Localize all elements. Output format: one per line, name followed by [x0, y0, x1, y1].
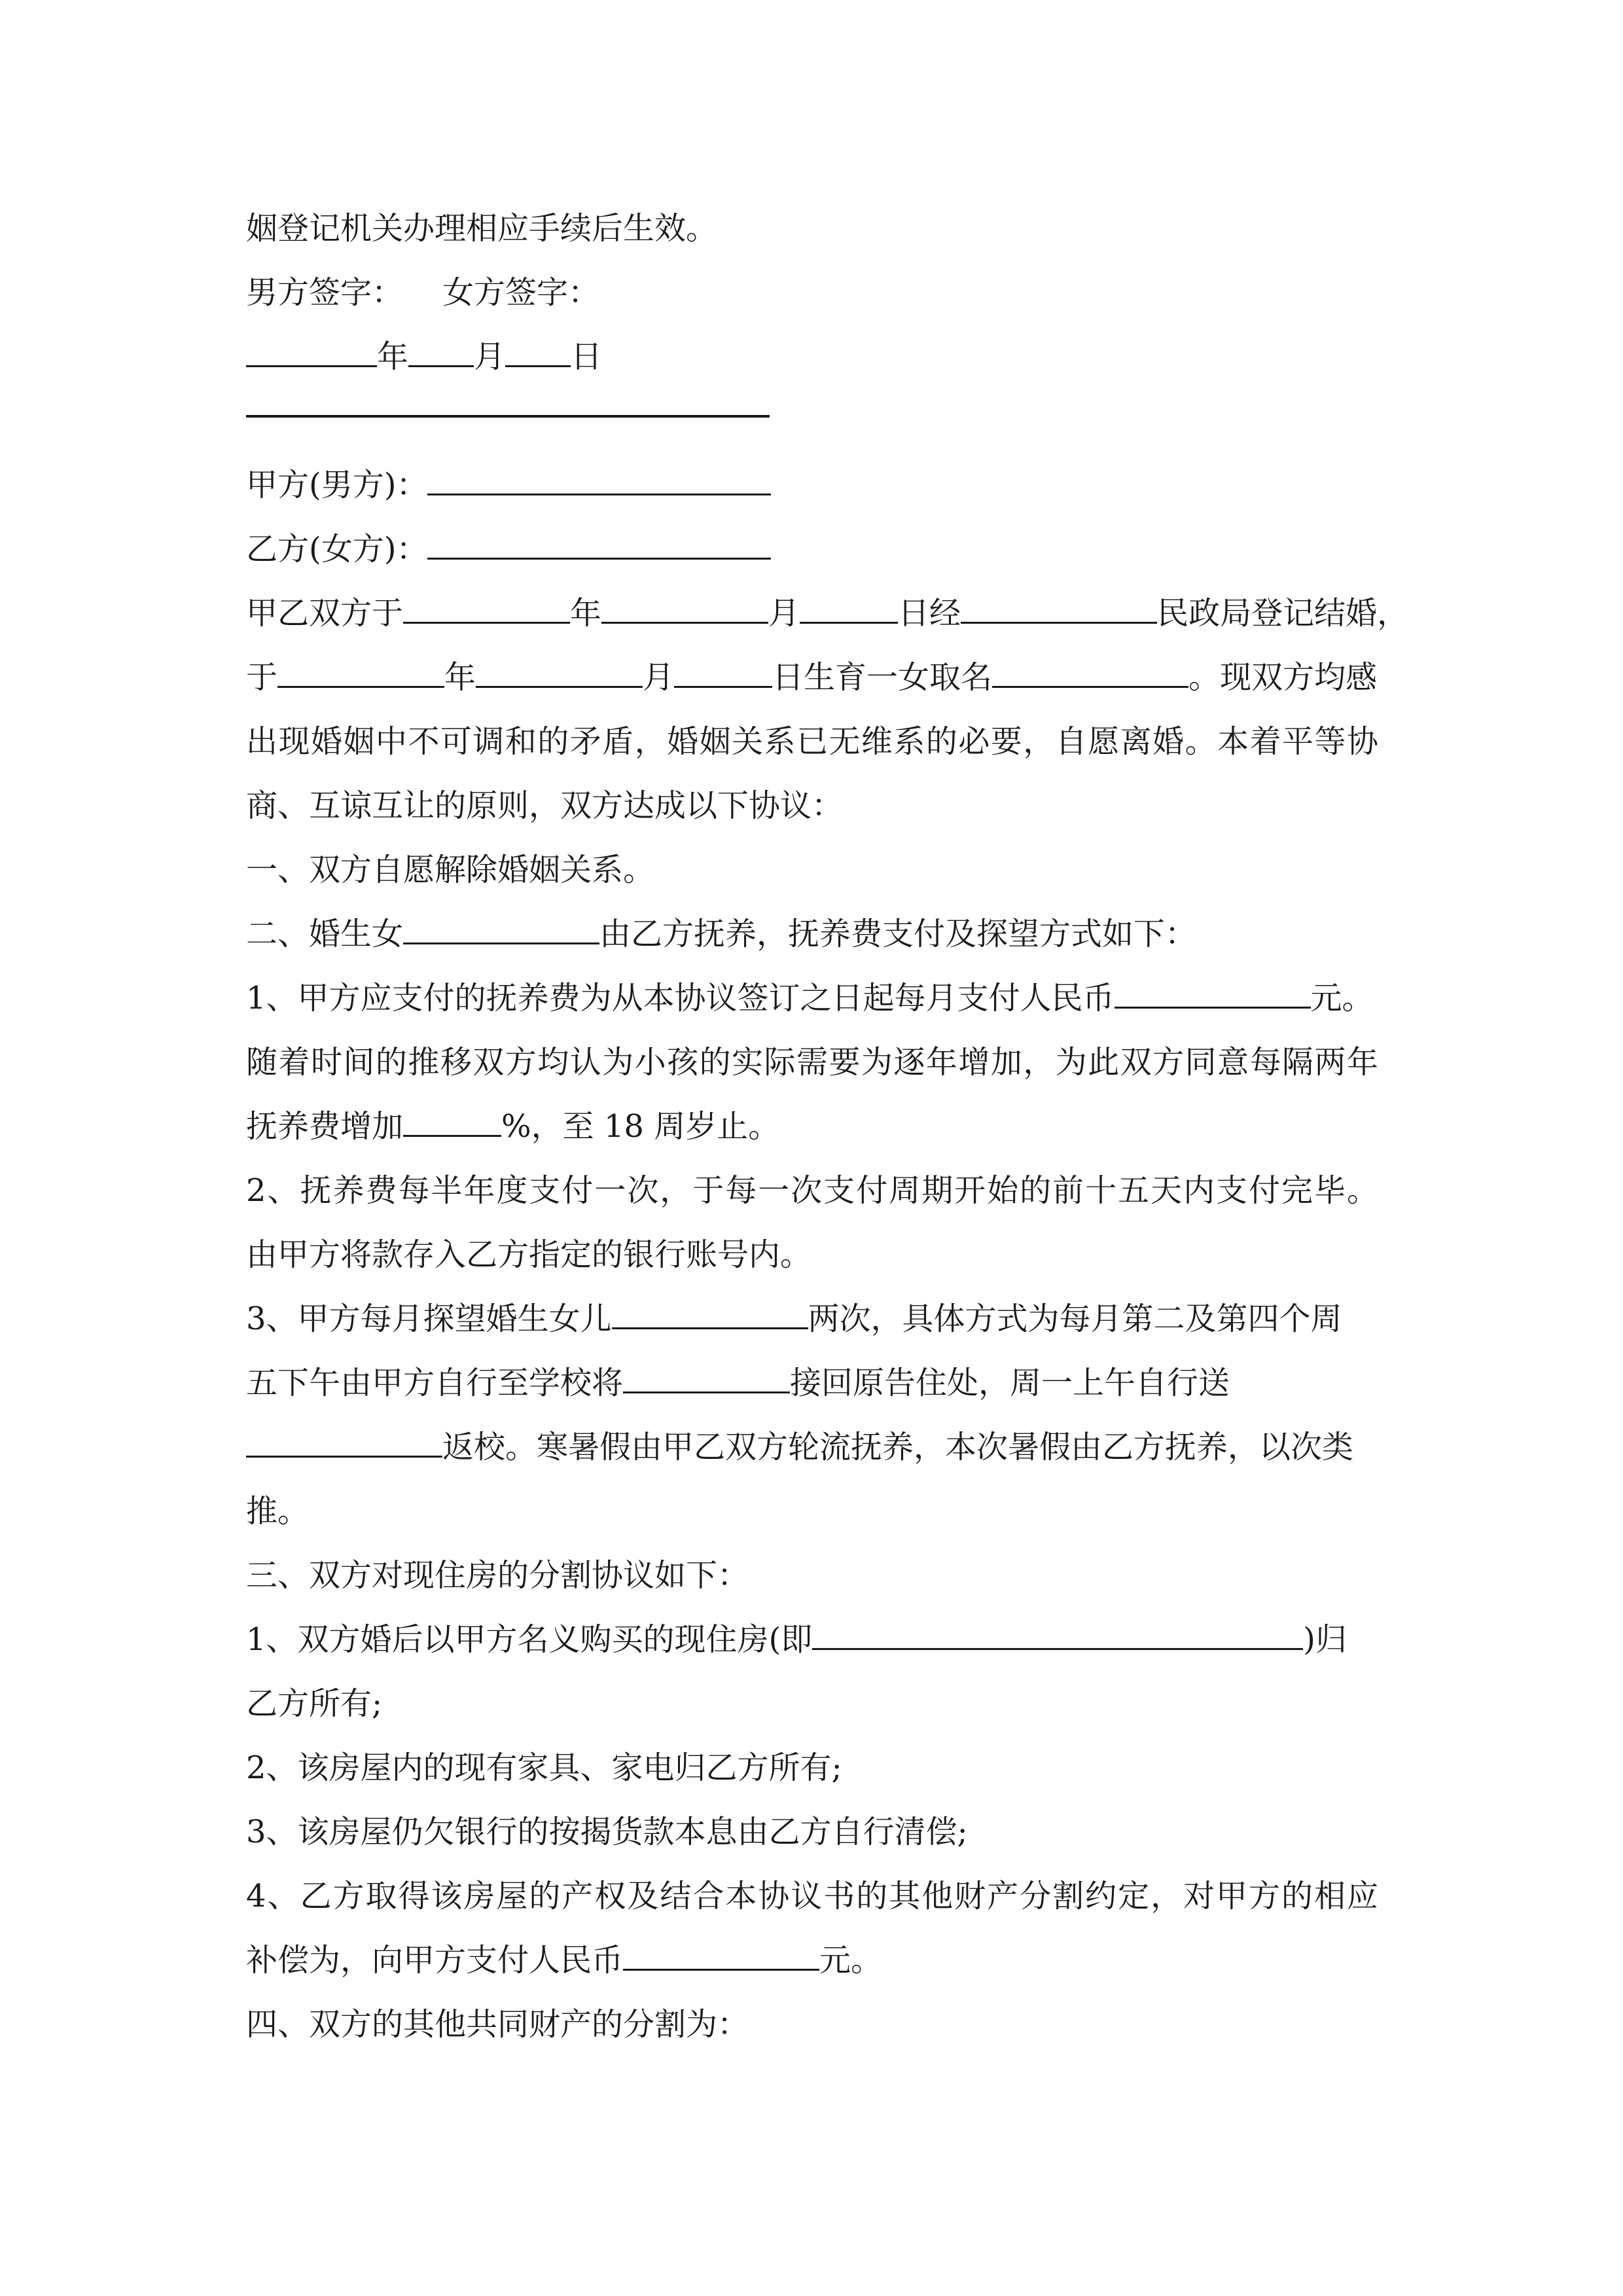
text-fragment: 返校。寒暑假由甲乙双方轮流抚养，本次暑假由乙方抚养，以次类	[442, 1429, 1354, 1465]
paragraph-text: 3、该房屋仍欠银行的按揭货款本息由乙方自行清偿;	[246, 1814, 968, 1850]
text-fragment: 1、双方婚后以甲方名义购买的现住房(即	[246, 1621, 813, 1658]
date-line	[246, 325, 1378, 389]
text-line	[246, 1030, 1378, 1094]
text-line	[246, 966, 1378, 1030]
text-line	[246, 774, 1378, 838]
party-b-line	[246, 517, 1378, 581]
text-fragment: 1、甲方应支付的抚养费为从本协议签订之日起每月支付人民币	[246, 980, 1115, 1016]
text-line	[246, 1864, 1378, 1928]
section-heading: 一、双方自愿解除婚姻关系。	[246, 852, 655, 888]
text-fragment: 由乙方抚养，抚养费支付及探望方式如下：	[599, 916, 1197, 952]
text-fragment: 甲乙双方于	[246, 595, 404, 632]
text-line	[246, 1800, 1378, 1864]
month-label: 月	[474, 338, 506, 375]
text-line	[246, 1351, 1378, 1415]
text-line	[246, 838, 1378, 902]
year-label: 年	[377, 338, 409, 375]
text-line	[246, 709, 1378, 774]
text-fragment: 3、甲方每月探望婚生女儿	[246, 1300, 612, 1337]
day-label: 日	[571, 338, 603, 375]
text-fragment: 接回原告住处，周一上午自行送	[790, 1365, 1230, 1401]
party-a-blank	[427, 457, 771, 495]
paragraph-text: 由甲方将款存入乙方指定的银行账号内。	[246, 1236, 812, 1273]
female-signature-label: 女方签字：	[442, 274, 600, 311]
blank-field	[403, 1098, 501, 1137]
party-a-line	[246, 453, 1378, 517]
separator-spacer	[246, 389, 1378, 453]
blank-field	[623, 1355, 790, 1393]
text-line	[246, 1479, 1378, 1543]
text-fragment: 于	[246, 659, 278, 696]
text-line	[246, 1928, 1378, 1992]
blank-field	[403, 906, 599, 944]
paragraph-text: 出现婚姻中不可调和的矛盾，婚姻关系已无维系的必要，自愿离婚。本着平等协	[246, 723, 1378, 760]
blank-field	[403, 585, 570, 624]
text-line	[246, 1736, 1378, 1800]
paragraph-text: 姻登记机关办理相应手续后生效。	[246, 210, 718, 247]
text-fragment: 日经	[898, 595, 961, 632]
party-a-label: 甲方(男方)：	[246, 467, 428, 503]
blank-field	[476, 649, 643, 688]
text-line	[246, 1607, 1378, 1672]
section-heading: 四、双方的其他共同财产的分割为：	[246, 2006, 749, 2043]
section-heading: 三、双方对现住房的分割协议如下：	[246, 1557, 749, 1594]
text-fragment: 五下午由甲方自行至学校将	[246, 1365, 624, 1401]
text-line	[246, 1094, 1378, 1158]
paragraph-text: 商、互谅互让的原则，双方达成以下协议：	[246, 787, 844, 824]
blank-field	[623, 1932, 819, 1971]
blank-field	[800, 585, 898, 624]
text-line	[246, 1287, 1378, 1351]
text-fragment: 月	[643, 659, 675, 696]
paragraph-text: 2、该房屋内的现有家具、家电归乙方所有;	[246, 1749, 842, 1786]
text-line	[246, 1158, 1378, 1223]
text-line	[246, 1223, 1378, 1287]
text-fragment: 。现双方均感	[1188, 659, 1378, 696]
text-line	[246, 1672, 1378, 1736]
blank-field	[246, 1419, 442, 1458]
text-fragment: 元。	[819, 1942, 883, 1979]
paragraph-text: 2、抚养费每半年度支付一次，于每一次支付周期开始的前十五天内支付完毕。	[246, 1172, 1378, 1209]
blank-field	[812, 1611, 1303, 1650]
text-line	[246, 581, 1409, 645]
text-fragment: %，至 18 周岁止。	[501, 1108, 780, 1145]
text-fragment: 日生育一女取名	[772, 659, 993, 696]
document-page	[246, 196, 1409, 2056]
text-line	[246, 645, 1378, 709]
text-line	[246, 196, 1378, 260]
blank-field	[992, 649, 1188, 688]
text-fragment: 年	[570, 595, 602, 632]
text-line	[246, 1543, 1378, 1607]
paragraph-text: 随着时间的推移双方均认为小孩的实际需要为逐年增加，为此双方同意每隔两年	[246, 1044, 1378, 1081]
party-b-blank	[427, 521, 771, 560]
section-heading: 二、婚生女	[246, 916, 404, 952]
signature-line	[246, 260, 1378, 325]
text-line	[246, 1415, 1378, 1479]
text-fragment: 月	[768, 595, 800, 632]
text-fragment: 两次，具体方式为每月第二及第四个周	[808, 1300, 1342, 1337]
text-fragment: 补偿为，向甲方支付人民币	[246, 1942, 624, 1979]
male-signature-label: 男方签字：	[246, 274, 404, 311]
text-line	[246, 1992, 1378, 2056]
text-fragment: 民政局登记结婚，	[1157, 595, 1409, 632]
text-line	[246, 902, 1378, 966]
text-fragment: )归	[1303, 1621, 1347, 1658]
day-blank	[505, 329, 571, 367]
blank-field	[674, 649, 772, 688]
blank-field	[1115, 970, 1311, 1009]
blank-field	[612, 1291, 808, 1329]
paragraph-text: 4、乙方取得该房屋的产权及结合本协议书的其他财产分割约定，对甲方的相应	[246, 1878, 1378, 1914]
text-fragment: 年	[444, 659, 476, 696]
blank-field	[277, 649, 444, 688]
text-fragment: 抚养费增加	[246, 1108, 404, 1145]
year-blank	[246, 329, 377, 367]
paragraph-text: 乙方所有;	[246, 1685, 383, 1722]
blank-field	[601, 585, 768, 624]
paragraph-text: 推。	[246, 1493, 310, 1530]
month-blank	[408, 329, 474, 367]
text-fragment: 元。	[1310, 980, 1374, 1016]
blank-field	[961, 585, 1157, 624]
party-b-label: 乙方(女方)：	[246, 531, 428, 567]
section-divider	[246, 415, 770, 418]
